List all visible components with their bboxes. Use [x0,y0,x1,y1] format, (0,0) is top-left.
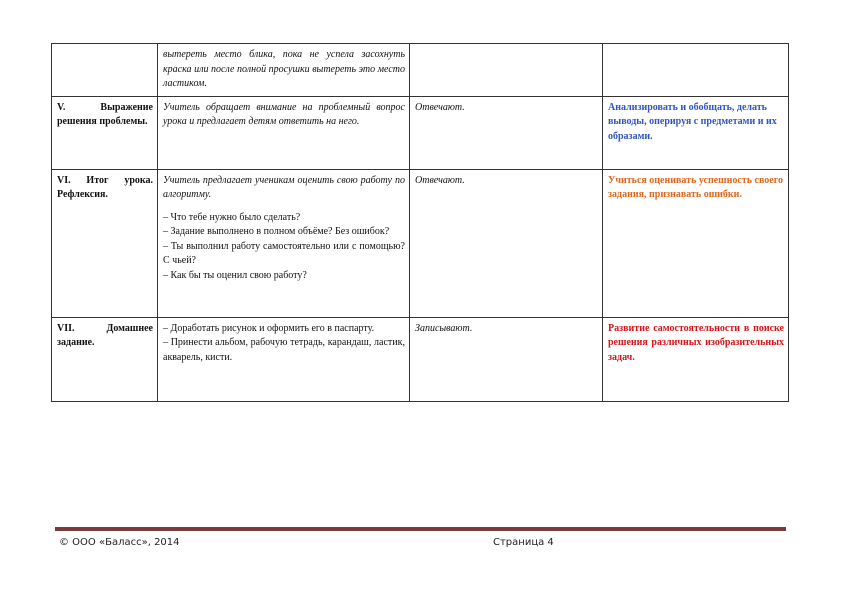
lesson-plan-table [51,43,789,402]
reflection-question: – Ты выполнил работу самостоятельно или с помощью? С чьей? [163,240,405,266]
footer-divider [55,527,786,531]
reflection-question: – Что тебе нужно было сделать? [163,211,301,223]
table-row [52,317,789,401]
uud-cell: Учиться оценивать успешность своего задания, признавать ошибки. [603,169,789,317]
pupil-activity-cell: Отвечают. [410,169,603,317]
pupil-activity-cell [410,44,603,97]
teacher-activity-cell [158,169,410,317]
stage-cell: VI. Итог урока. Рефлексия. [52,169,158,317]
uud-cell: Развитие самостоятельности в поиске решения различных изобразительных задач. [603,317,789,401]
stage-cell [52,44,158,97]
pupil-activity-cell: Записывают. [410,317,603,401]
teacher-activity-cell: Учитель обращает внимание на проблемный вопрос урока и предлагает детям ответить на него. [158,96,410,169]
uud-cell [603,44,789,97]
homework-task: – Принести альбом, рабочую тетрадь, карандаш, ластик, акварель, кисти. [163,337,405,363]
stage-cell: V. Выражение решения проблемы. [52,96,158,169]
teacher-activity-cell: вытереть место блика, пока не успела засохнуть краска или после полной просушки вытереть это место ластиком. [158,44,410,97]
homework-task: – Доработать рисунок и оформить его в паспарту. [163,322,375,334]
teacher-activity-cell [158,317,410,401]
pupil-activity-cell: Отвечают. [410,96,603,169]
table-row [52,96,789,169]
stage-cell: VII. Домашнее задание. [52,317,158,401]
table-row [52,169,789,317]
footer-page-number: Страница 4 [493,537,554,548]
uud-cell: Анализировать и обобщать, делать выводы, оперируя с предметами и их образами. [603,96,789,169]
reflection-question: – Задание выполнено в полном объёме? Без ошибок? [163,226,390,237]
reflection-question: – Как бы ты оценил свою работу? [163,269,307,281]
teacher-intro-text: Учитель предлагает ученикам оценить свою работу по алгоритму. [163,174,405,200]
table-row [52,44,789,97]
footer-copyright: © ООО «Баласс», 2014 [59,537,180,548]
